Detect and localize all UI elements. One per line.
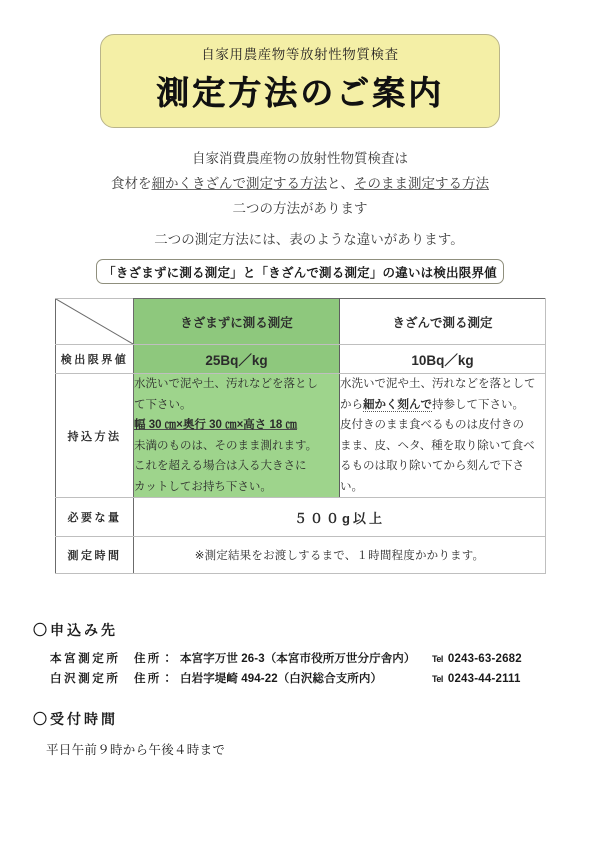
cut-p3: 皮付きのまま食べるものは皮付きの	[340, 419, 524, 431]
intro-line-2d: そのまま測定する方法	[354, 176, 489, 191]
contact-address: 白岩字堤崎 494-22（白沢総合支所内）	[180, 673, 383, 685]
header-banner	[100, 34, 500, 128]
table-row-bring-in-method	[56, 374, 546, 498]
bring-in-method-cut	[340, 374, 546, 498]
contact-list	[50, 650, 590, 690]
intro-line-1: 自家消費農産物の放射性物質検査は	[192, 151, 408, 166]
contact-name: 本宮測定所	[50, 653, 121, 665]
hours-text: 平日午前９時から午後４時まで	[46, 743, 226, 757]
intro-line-2b: 細かくきざんで測定する方法	[151, 176, 327, 191]
diagonal-corner-cell	[56, 299, 134, 345]
cut-p1: 水洗いで泥や土、汚れなどを落として	[340, 378, 536, 390]
telephone-icon: Tel	[432, 654, 443, 664]
row-label-measure-time: 測定時間	[56, 537, 134, 574]
required-amount-value: ５００g以上	[134, 498, 546, 537]
row-label-detection-limit: 検出限界値	[56, 345, 134, 374]
row-label-bring-in-method: 持込方法	[56, 374, 134, 498]
banner-subtitle: 自家用農産物等放射性物質検査	[201, 47, 399, 62]
intro-line-4: 二つの測定方法には、表のような違いがあります。	[154, 232, 464, 247]
table-row-detection-limit	[56, 345, 546, 374]
contact-phone: 0243-63-2682	[447, 653, 522, 665]
detection-limit-cut: 10Bq／kg	[340, 345, 546, 374]
table-row-measure-time	[56, 537, 546, 574]
contact-name: 白沢測定所	[50, 673, 121, 685]
contact-address: 本宮字万世 26-3（本宮市役所万世分庁舎内）	[180, 653, 416, 665]
comparison-table	[55, 298, 546, 574]
intro-line-2	[0, 171, 600, 196]
header-method-cut: きざんで測る測定	[340, 299, 546, 345]
contact-address-label: 住所：	[134, 653, 176, 665]
table-header-row	[56, 299, 546, 345]
cut-p4: まま、皮、ヘタ、種を取り除いて食べ	[340, 439, 535, 452]
intro-line-2a: 食材を	[111, 176, 152, 191]
measure-time-value: ※測定結果をお渡しするまで、１時間程度かかります。	[134, 537, 546, 574]
uncut-p4: これを超える場合は入る大きさに	[134, 460, 307, 472]
intro-text-block	[0, 146, 600, 221]
header-method-uncut: きざまずに測る測定	[134, 299, 340, 345]
cut-p2a: から	[340, 398, 363, 411]
row-label-required-amount: 必要な量	[56, 498, 134, 537]
uncut-p5: カットしてお持ち下さい。	[134, 480, 272, 493]
cut-p6: い。	[340, 480, 363, 493]
contact-row	[50, 670, 590, 690]
contact-address-label: 住所：	[134, 673, 176, 685]
hours-section-heading: 〇受付時間	[33, 711, 118, 727]
table-row-required-amount	[56, 498, 546, 537]
uncut-dimensions: 幅 30 ㎝×奥行 30 ㎝×高さ 18 ㎝	[134, 419, 297, 431]
contact-phone: 0243-44-2111	[447, 673, 521, 685]
uncut-p2: て下さい。	[134, 398, 192, 411]
comparison-subtitle-box: 「きざまずに測る測定」と「きざんで測る測定」の違いは検出限界値	[96, 259, 504, 284]
detection-limit-uncut: 25Bq／kg	[134, 345, 340, 374]
uncut-p3: 未満のものは、そのまま測れます。	[134, 439, 318, 452]
cut-p2b: 持参して下さい。	[432, 398, 524, 411]
intro-line-2c: と、	[327, 176, 354, 191]
cut-p2	[340, 395, 545, 416]
uncut-p1: 水洗いで泥や土、汚れなどを落とし	[134, 378, 318, 390]
bring-in-method-uncut	[134, 374, 340, 498]
apply-section-heading: 〇申込み先	[33, 622, 118, 638]
banner-title: 測定方法のご案内	[156, 73, 444, 111]
contact-row	[50, 650, 590, 670]
intro-line-3: 二つの方法があります	[232, 201, 368, 216]
cut-p2-emphasis: 細かく刻んで	[363, 398, 432, 411]
telephone-icon: Tel	[432, 674, 443, 684]
cut-p5: るものは取り除いてから刻んで下さ	[340, 460, 524, 472]
